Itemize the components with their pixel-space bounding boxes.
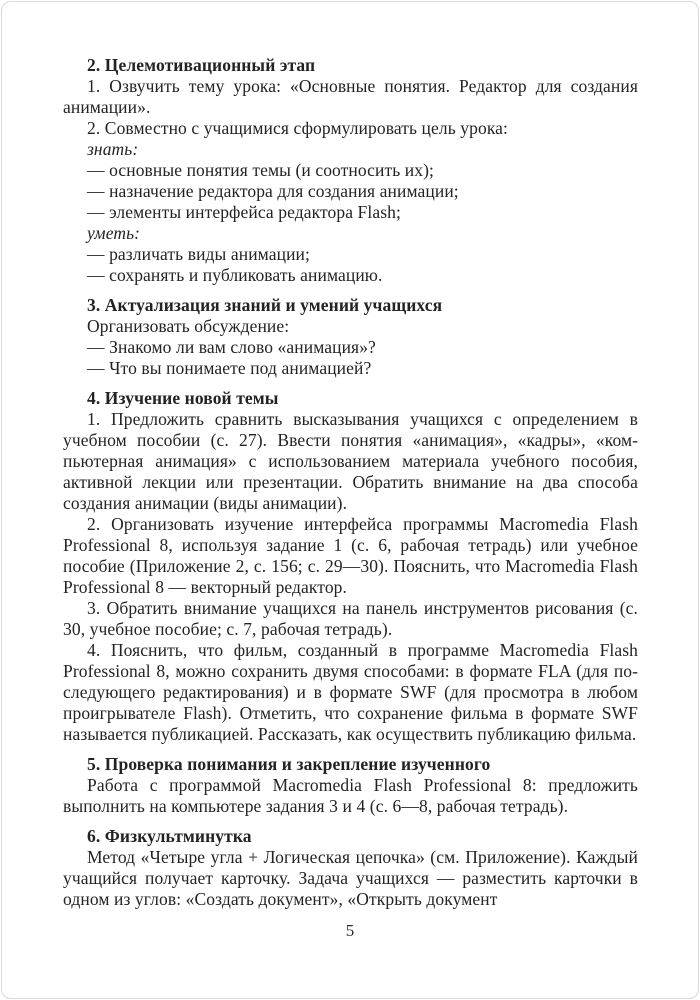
section-comprehension-check [63, 754, 638, 817]
paragraph: 1. Предложить сравнить высказывания учащихся с определением в учебном пособии (с. 27). Ввести понятия «анимация», «кадры», «компьютерная анимация» с использованием материала учебного пособия, активной лекции или презентации. Обратить внимание на два способа создания анимации (виды анимации). [63, 409, 638, 513]
list-item: — различать виды анимации; [87, 244, 310, 264]
list-item: — назначение редактора для создания анимации; [87, 181, 459, 201]
paragraph: 1. Озвучить тему урока: «Основные понятия. Редактор для создания анимации». [63, 76, 638, 117]
list-item: — основные понятия темы (и соотносить их); [87, 160, 435, 180]
section-new-topic [63, 388, 638, 745]
list-item: — сохранять и публиковать анимацию. [87, 265, 383, 285]
section-heading: 3. Актуализация знаний и умений учащихся [87, 295, 443, 315]
list-item: — Что вы понимаете под анимацией? [87, 358, 372, 378]
paragraph: 2. Организовать изучение интерфейса программы Macromedia Flash Professional 8, используя задание 1 (с. 6, рабочая тетрадь) или учебное пособие (Приложение 2, с. 156; с. 29—30). Пояснить, что Macromedia Flash Professional 8 — векторный редактор. [63, 514, 638, 597]
paragraph: Организовать обсуждение: [87, 316, 290, 336]
paragraph: 4. Пояснить, что фильм, созданный в программе Macromedia Flash Professional 8, можно сохранить двумя способами: в формате FLA (для последующего редактирования) и в формате SWF (для просмотра в любом проигрывателе Flash). Отметить, что сохранение фильма в формате SWF называется публикацией. Рассказать, как осуществить публикацию фильма. [63, 640, 638, 744]
section-physical-break [63, 826, 638, 910]
section-heading: 5. Проверка понимания и закрепление изученного [87, 754, 491, 774]
list-label-know: знать: [87, 139, 139, 159]
section-heading: 2. Целемотивационный этап [87, 55, 316, 75]
page-number: 5 [345, 921, 355, 940]
list-item: — элементы интерфейса редактора Flash; [87, 202, 401, 222]
list-item: — Знакомо ли вам слово «анимация»? [87, 337, 376, 357]
paragraph: 2. Совместно с учащимися сформулировать цель урока: [87, 118, 508, 138]
section-heading: 6. Физкультминутка [87, 826, 252, 846]
paragraph: 3. Обратить внимание учащихся на панель инструментов рисования (с. 30, учебное пособие; с. 7, рабочая тетрадь). [63, 598, 638, 639]
page-content [63, 55, 638, 910]
section-heading: 4. Изучение новой темы [87, 388, 279, 408]
paragraph: Работа с программой Macromedia Flash Professional 8: предложить выполнить на компьютере задания 3 и 4 (с. 6—8, рабочая тетрадь). [63, 775, 638, 816]
list-label-able: уметь: [87, 223, 141, 243]
paragraph: Метод «Четыре угла + Логическая цепочка» (см. Приложение). Каждый учащийся получает карточку. Задача учащихся — разместить карточки в одном из углов: «Создать документ», «Открыть документ [63, 847, 638, 909]
section-actualization [63, 295, 638, 379]
section-goal-motivation [63, 55, 638, 286]
